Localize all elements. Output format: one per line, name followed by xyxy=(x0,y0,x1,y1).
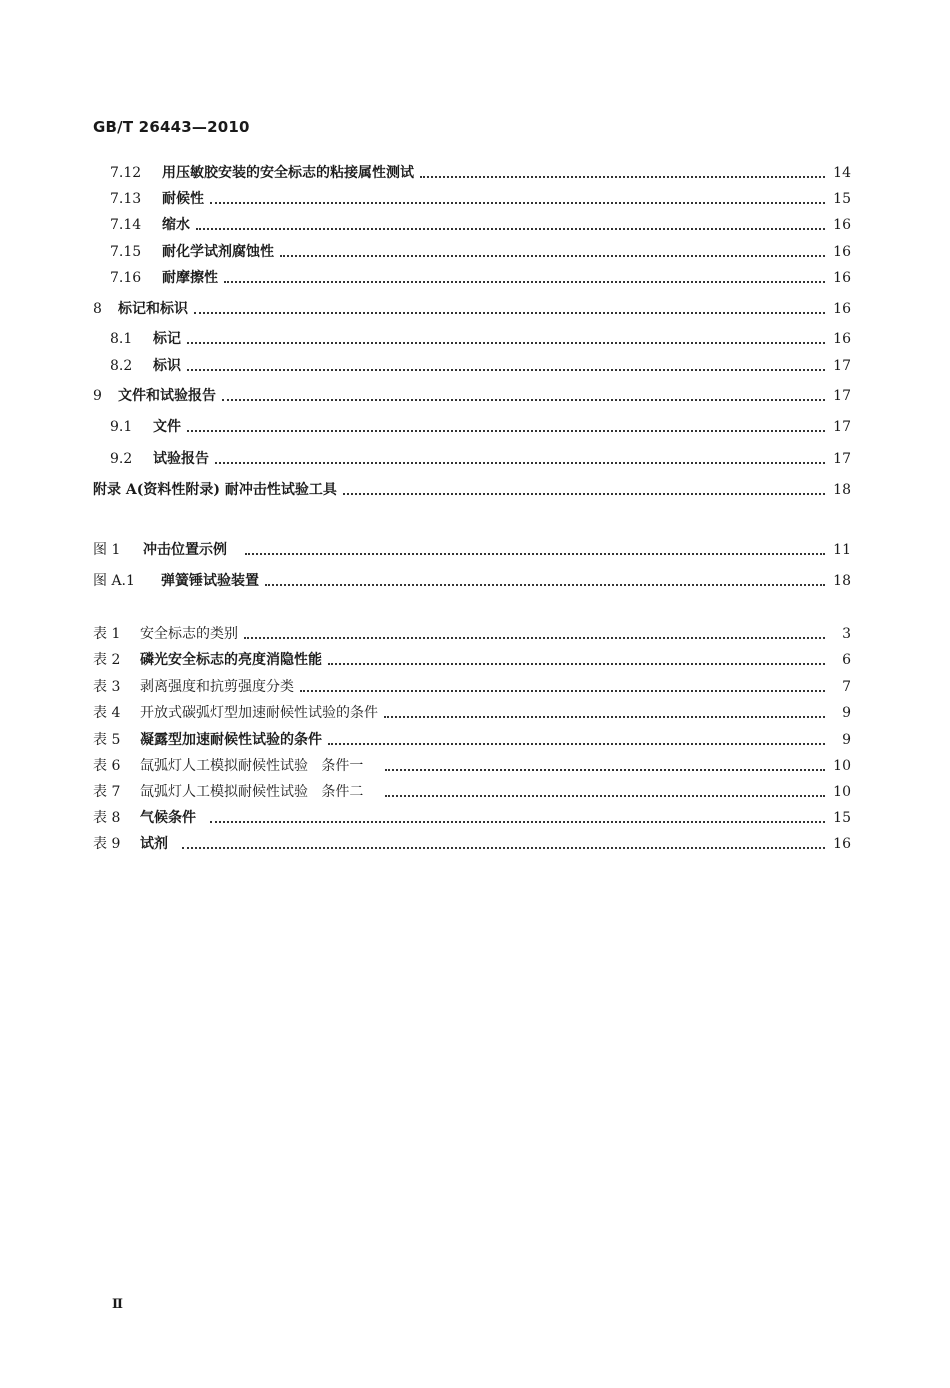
figure-entry[interactable]: 图 1 冲击位置示例 11 xyxy=(93,542,851,558)
dot-leader xyxy=(187,428,825,432)
toc-entry[interactable]: 8.2 标识 17 xyxy=(110,358,851,374)
dot-leader xyxy=(420,174,825,178)
dot-leader xyxy=(210,819,825,823)
dot-leader xyxy=(385,767,825,771)
dot-leader xyxy=(210,200,825,204)
dot-leader xyxy=(245,551,825,555)
dot-leader xyxy=(328,661,825,665)
toc-entry-annex[interactable]: 附录 A (资料性附录) 耐冲击性试验工具 18 xyxy=(93,482,851,498)
dot-leader xyxy=(385,793,825,797)
dot-leader xyxy=(300,688,825,692)
dot-leader xyxy=(328,741,825,745)
standard-number-header: GB/T 26443—2010 xyxy=(93,118,250,136)
table-entry[interactable]: 表 7 氙弧灯人工模拟耐候性试验 条件二 10 xyxy=(93,784,851,800)
toc-entry[interactable]: 9.2 试验报告 17 xyxy=(110,451,851,467)
dot-leader xyxy=(182,845,825,849)
page-number-footer: Ⅱ xyxy=(112,1297,123,1312)
dot-leader xyxy=(196,226,825,230)
dot-leader xyxy=(265,582,825,586)
table-entry[interactable]: 表 5 凝露型加速耐候性试验的条件 9 xyxy=(93,732,851,748)
dot-leader xyxy=(187,340,825,344)
table-entry[interactable]: 表 6 氙弧灯人工模拟耐候性试验 条件一 10 xyxy=(93,758,851,774)
table-entry[interactable]: 表 3 剥离强度和抗剪强度分类 7 xyxy=(93,679,851,695)
dot-leader xyxy=(224,279,825,283)
dot-leader xyxy=(343,491,825,495)
table-entry[interactable]: 表 9 试剂 16 xyxy=(93,836,851,852)
toc-entry[interactable]: 9 文件和试验报告 17 xyxy=(93,388,851,404)
toc-entry[interactable]: 7.13 耐候性 15 xyxy=(110,191,851,207)
dot-leader xyxy=(280,253,825,257)
table-entry[interactable]: 表 1 安全标志的类别 3 xyxy=(93,626,851,642)
toc-entry[interactable]: 9.1 文件 17 xyxy=(110,419,851,435)
table-entry[interactable]: 表 8 气候条件 15 xyxy=(93,810,851,826)
table-entry[interactable]: 表 2 磷光安全标志的亮度消隐性能 6 xyxy=(93,652,851,668)
toc-entry[interactable]: 7.15 耐化学试剂腐蚀性 16 xyxy=(110,244,851,260)
dot-leader xyxy=(244,635,825,639)
dot-leader xyxy=(384,714,825,718)
table-entry[interactable]: 表 4 开放式碳弧灯型加速耐候性试验的条件 9 xyxy=(93,705,851,721)
toc-entry[interactable]: 7.14 缩水 16 xyxy=(110,217,851,233)
toc-entry[interactable]: 8 标记和标识 16 xyxy=(93,301,851,317)
dot-leader xyxy=(215,460,825,464)
dot-leader xyxy=(187,367,825,371)
toc-entry[interactable]: 7.16 耐摩擦性 16 xyxy=(110,270,851,286)
figure-entry[interactable]: 图 A.1 弹簧锤试验装置 18 xyxy=(93,573,851,589)
dot-leader xyxy=(194,310,825,314)
toc-entry[interactable]: 8.1 标记 16 xyxy=(110,331,851,347)
toc-entry[interactable]: 7.12 用压敏胶安装的安全标志的粘接属性测试 14 xyxy=(110,165,851,181)
dot-leader xyxy=(222,397,825,401)
